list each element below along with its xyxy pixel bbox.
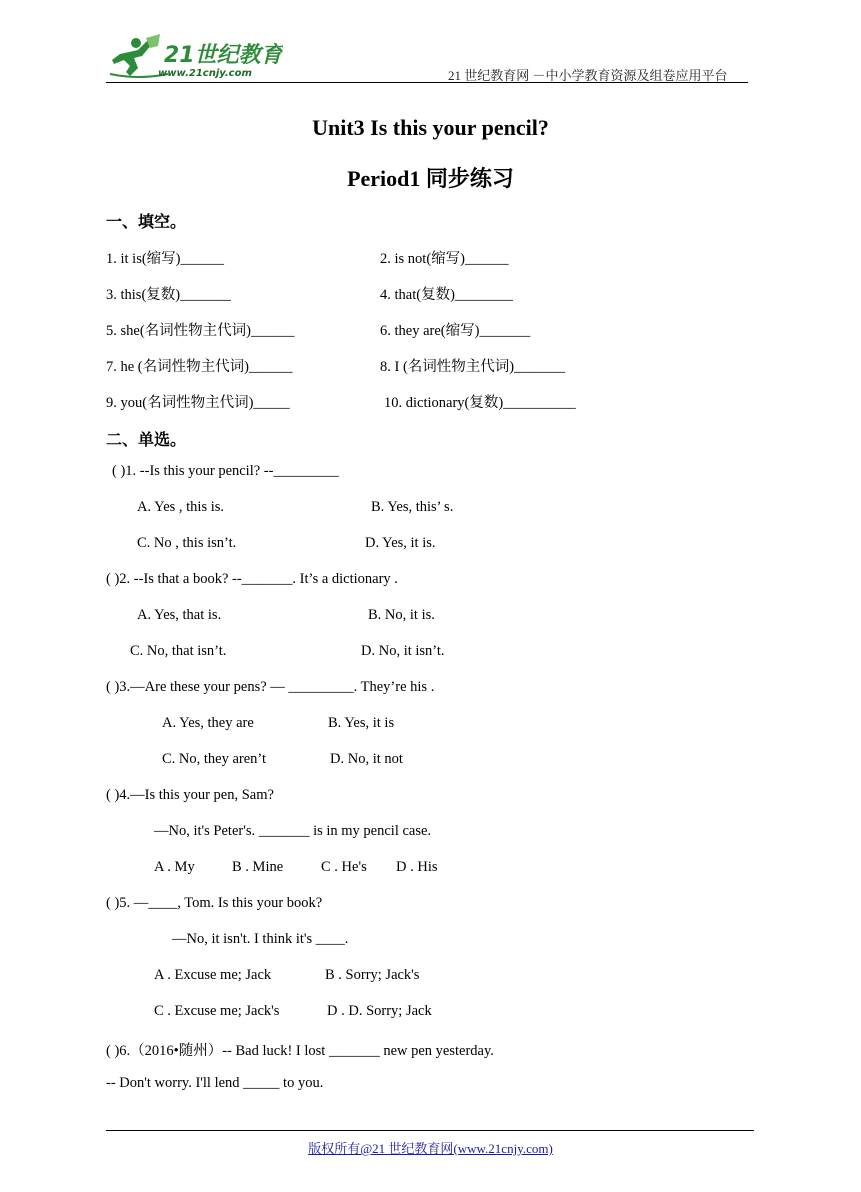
site-logo	[108, 34, 283, 80]
answer-option: C. No, that isn’t.	[130, 643, 227, 659]
page-title: Unit3 Is this your pencil?	[312, 115, 549, 140]
answer-option: C. No , this isn’t.	[137, 535, 237, 551]
question-stem: —No, it isn't. I think it's ____.	[172, 931, 349, 947]
fill-item: 2. is not(缩写)______	[380, 251, 509, 267]
answer-option: B. Yes, it is	[328, 715, 395, 731]
answer-option: D. No, it not	[330, 751, 403, 767]
footer-divider	[106, 1130, 754, 1131]
header-divider	[106, 82, 748, 83]
fill-item: 7. he (名词性物主代词)______	[106, 359, 293, 375]
answer-option: B . Sorry; Jack's	[325, 967, 420, 983]
question-stem: ( )1. --Is this your pencil? --_________	[112, 463, 339, 479]
fill-item: 5. she(名词性物主代词)______	[106, 323, 295, 339]
fill-item: 8. I (名词性物主代词)_______	[380, 359, 565, 375]
fill-item: 1. it is(缩写)______	[106, 251, 225, 267]
logo-url: www.21cnjy.com	[158, 68, 252, 79]
fill-item: 9. you(名词性物主代词)_____	[106, 395, 290, 411]
question-stem: ( )4.—Is this your pen, Sam?	[106, 787, 274, 803]
page-subtitle: Period1 同步练习	[347, 166, 514, 191]
answer-option: D . His	[396, 859, 438, 875]
question-stem: -- Don't worry. I'll lend _____ to you.	[106, 1075, 324, 1091]
answer-option: D. Yes, it is.	[365, 535, 436, 551]
question-stem: ( )2. --Is that a book? --_______. It’s a dictionary .	[106, 571, 398, 587]
section1-heading: 一、填空。	[106, 214, 187, 231]
answer-option: A . My	[154, 859, 195, 875]
answer-option: A. Yes, they are	[162, 715, 254, 731]
answer-option: C . He's	[321, 859, 367, 875]
footer-copyright-link[interactable]: 版权所有@21 世纪教育网(www.21cnjy.com)	[308, 1141, 553, 1156]
fill-item: 3. this(复数)_______	[106, 287, 231, 303]
question-stem: ( )5. —____, Tom. Is this your book?	[106, 895, 323, 911]
answer-option: A. Yes, that is.	[137, 607, 222, 623]
answer-option: B. No, it is.	[368, 607, 435, 623]
answer-option: A . Excuse me; Jack	[154, 967, 272, 983]
runner-logo-icon	[108, 34, 283, 80]
fill-item: 6. they are(缩写)_______	[380, 323, 531, 339]
logo-text: 21世纪教育	[164, 43, 283, 68]
answer-option: C . Excuse me; Jack's	[154, 1003, 280, 1019]
fill-item: 4. that(复数)________	[380, 287, 513, 303]
answer-option: D. No, it isn’t.	[361, 643, 445, 659]
question-stem: —No, it's Peter's. _______ is in my pencil case.	[154, 823, 432, 839]
section2-heading: 二、单选。	[106, 432, 187, 449]
header-platform-text: 21 世纪教育网 －中小学教育资源及组卷应用平台	[448, 68, 728, 83]
answer-option: A. Yes , this is.	[137, 499, 225, 515]
answer-option: D . D. Sorry; Jack	[327, 1003, 432, 1019]
question-stem: ( )3.—Are these your pens? — _________. They’re his .	[106, 679, 435, 695]
answer-option: B . Mine	[232, 859, 284, 875]
answer-option: B. Yes, this’ s.	[371, 499, 454, 515]
answer-option: C. No, they aren’t	[162, 751, 267, 767]
fill-item: 10. dictionary(复数)__________	[384, 395, 576, 411]
question-stem: ( )6.（2016•随州）-- Bad luck! I lost _______ new pen yesterday.	[106, 1043, 494, 1059]
